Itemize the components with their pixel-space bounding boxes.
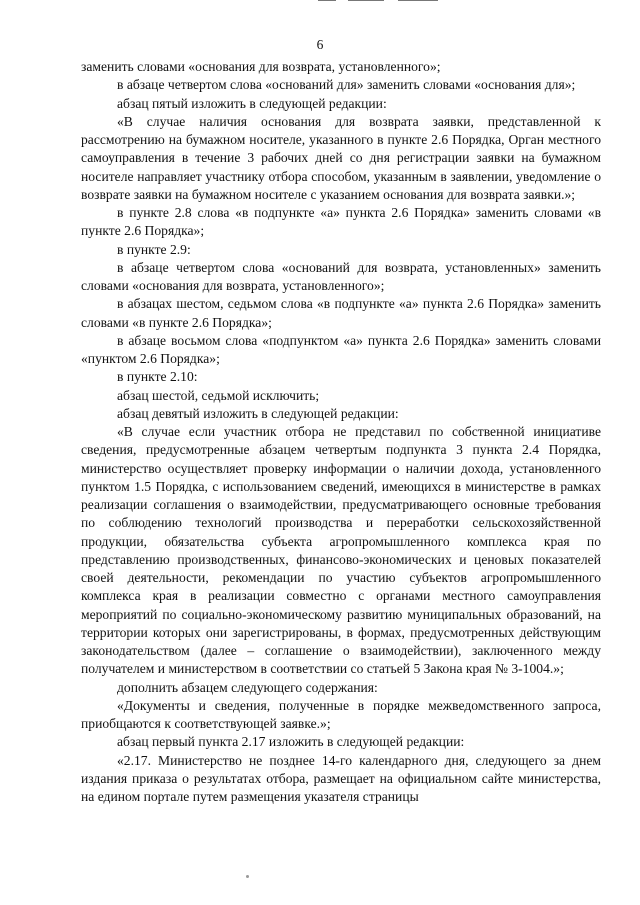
paragraph: в абзаце четвертом слова «оснований для возврата, установленных» заменить словами «основания для возврата, установленного»; [81, 259, 601, 293]
paragraph: абзац девятый изложить в следующей редакции: [117, 405, 399, 421]
paragraph: «В случае если участник отбора не представил по собственной инициативе сведения, предусмотренные абзацем четвертым подпункта 3 пункта 2.4 Порядка, министерство осуществляет проверку информации о наличии дохода, установленного пунктом 1.5 Порядка, с использованием сведений, имеющихся в министерстве в рамках реализации соглашения о взаимодействии, предусматривающего основные требования по соблюдению технологий производства и переработки сельскохозяйственной продукции, обязательства субъекта агропромышленного комплекса края по представлению производственных, финансово-экономических и ценовых показателей своей деятельности, рекомендации по участию субъектов агропромышленного комплекса края в реализации совместно с органами местного самоуправления мероприятий по социально-экономическому развитию муниципальных образований, на территории которых они зарегистрированы, в формах, предусмотренных действующим законодательством (далее – соглашение о взаимодействии), заключенного между получателем и министерством в соответствии со статьей 5 Закона края № 3-1004.»; [81, 424, 601, 677]
paragraph: в абзаце восьмом слова «подпунктом «а» пункта 2.6 Порядка» заменить словами «пунктом 2.6 Порядка»; [81, 332, 601, 366]
paragraph: «В случае наличия основания для возврата заявки, представленной к рассмотрению на бумажном носителе, указанного в пункте 2.6 Порядка, Орган местного самоуправления в течение 3 рабочих дней со дня регистрации заявки на бумажном носителе направляет участнику отбора способом, указанным в заявлении, уведомление о возврате заявки на бумажном носителе с указанием основания для возврата заявки.»; [81, 113, 601, 202]
paragraph: «2.17. Министерство не позднее 14-го календарного дня, следующего за днем издания приказа о результатах отбора, размещает на официальном сайте министерства, на едином портале путем размещения указателя страницы [81, 752, 601, 804]
paragraph: абзац шестой, седьмой исключить; [117, 387, 320, 403]
paragraph: в пункте 2.10: [117, 369, 198, 385]
paragraph: «Документы и сведения, полученные в порядке межведомственного запроса, приобщаются к соответствующей заявке.»; [81, 697, 601, 731]
paragraph: в абзацах шестом, седьмом слова «в подпункте «а» пункта 2.6 Порядка» заменить словами «в пункте 2.6 Порядка»; [81, 296, 601, 330]
paragraph: абзац первый пункта 2.17 изложить в следующей редакции: [117, 734, 465, 750]
paragraph: в пункте 2.9: [117, 241, 191, 257]
paragraph: заменить словами «основания для возврата, установленного»; [81, 59, 441, 74]
scan-top-marks [318, 0, 458, 4]
document-body [81, 58, 601, 806]
paragraph: в абзаце четвертом слова «оснований для» заменить словами «основания для»; [117, 77, 576, 93]
paragraph: абзац пятый изложить в следующей редакции: [117, 95, 387, 111]
paragraph: в пункте 2.8 слова «в подпункте «а» пункта 2.6 Порядка» заменить словами «в пункте 2.6 Порядка»; [81, 205, 601, 239]
paragraph: дополнить абзацем следующего содержания: [117, 679, 378, 695]
scan-dot-mark [246, 875, 249, 878]
page-number: 6 [316, 37, 324, 52]
